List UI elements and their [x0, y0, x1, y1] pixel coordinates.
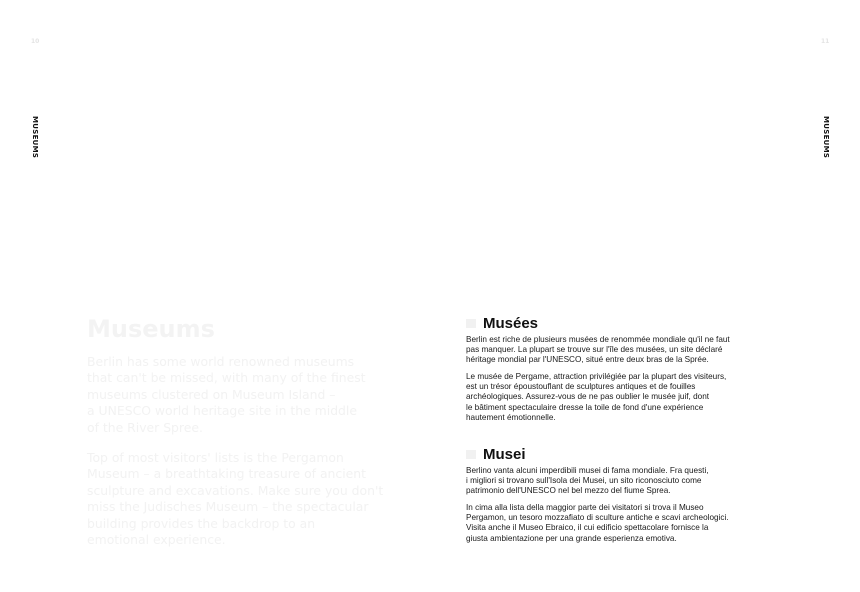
italian-paragraph-2: In cima alla lista della maggior parte dei visitatori si trova il Museo Pergamon, un tesoro mozzafiato di sculture antiche e scavi archeologici. Visita anche il Museo Ebraico, il cui edificio spettacolare fornisce la giusta ambientazione per una grande esperienza emotiva. — [466, 503, 729, 543]
french-heading — [466, 315, 796, 332]
italian-title: Musei — [483, 446, 526, 463]
french-paragraph-2: Le musée de Pergame, attraction privilégiée par la plupart des visiteurs, est un trésor époustouflant de sculptures antiques et de fouilles archéologiques. Assurez-vous de ne pas oublier le musée juif, dont le bâtiment spectaculaire dresse la toile de fond d'une expérience hautement émotionnelle. — [466, 372, 727, 422]
italian-heading — [466, 446, 796, 463]
french-section — [466, 315, 796, 430]
english-paragraph-1: Berlin has some world renowned museums that can't be missed, with many of the finest museums clustered on Museum Island – a UNESCO world heritage site in the middle of the River Spree. — [87, 354, 366, 435]
italian-paragraph-1: Berlino vanta alcuni imperdibili musei di fama mondiale. Fra questi, i migliori si trovano sull'Isola dei Musei, un sito riconosciuto come patrimonio dell'UNESCO nel bel mezzo del fiume Sprea. — [466, 466, 709, 496]
english-section — [87, 314, 387, 562]
flag-icon — [466, 319, 476, 328]
italian-section — [466, 446, 796, 551]
flag-icon — [466, 450, 476, 459]
side-label-left: MUSEUMS — [31, 116, 39, 159]
english-title: Museums — [87, 315, 215, 343]
page-number-left: 10 — [31, 38, 40, 45]
french-paragraph-1: Berlin est riche de plusieurs musées de renommée mondiale qu'il ne faut pas manquer. La plupart se trouve sur l'île des musées, un site déclaré héritage mondial par l'UNESCO, situé entre deux bras de la Sprée. — [466, 335, 730, 365]
page-number-right: 11 — [821, 38, 830, 45]
side-label-right: MUSEUMS — [822, 116, 830, 159]
french-title: Musées — [483, 315, 539, 332]
english-paragraph-2: Top of most visitors' lists is the Pergamon Museum – a breathtaking treasure of ancient sculpture and excavations. Make sure you don't miss the Judisches Museum – the spectacular building provides the backdrop to an emotional experience. — [87, 450, 384, 548]
